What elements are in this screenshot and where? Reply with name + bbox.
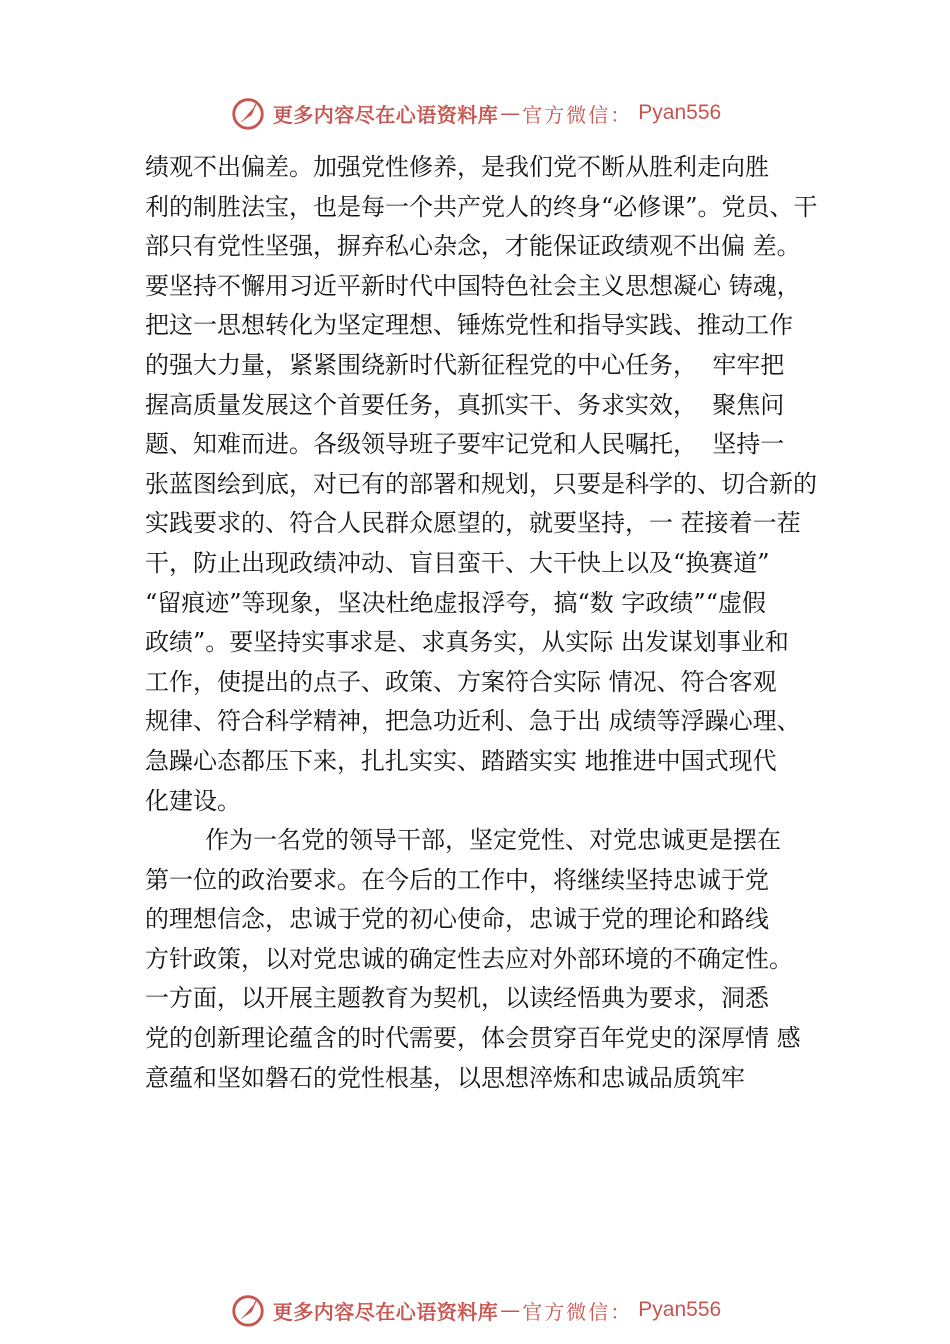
quill-logo-icon (229, 1291, 267, 1329)
paragraph-first-line: 作为一名党的领导干部，坚定党性、对党忠诚更是摆在 (205, 826, 781, 855)
watermark-dash: — (500, 101, 521, 125)
text-line: 部只有党性坚强，摒弃私心杂念，才能保证政绩观不出偏 差。 (145, 232, 801, 261)
text-line: 的理想信念，忠诚于党的初心使命，忠诚于党的理论和路线 (145, 905, 769, 934)
watermark-label: 官方微信： (522, 102, 633, 127)
text-line: “留痕迹”等现象，坚决杜绝虚报浮夸，搞“数 字政绩”“虚假 (145, 588, 766, 617)
text-line: 第一位的政治要求。在今后的工作中，将继续坚持忠诚于党 (145, 865, 769, 894)
text-line: 政绩”。要坚持实事求是、求真务实，从实际 出发谋划事业和 (145, 628, 789, 657)
text-line: 意蕴和坚如磐石的党性根基，以思想淬炼和忠诚品质筑牢 (145, 1063, 745, 1092)
text-line: 党的创新理论蕴含的时代需要，体会贯穿百年党史的深厚情 感 (145, 1024, 801, 1053)
text-line: 要坚持不懈用习近平新时代中国特色社会主义思想凝心 铸魂， (145, 271, 801, 300)
text-line: 一方面，以开展主题教育为契机，以读经悟典为要求，洞悉 (145, 984, 769, 1013)
text-line: 握高质量发展这个首要任务，真抓实干、务求实效， 聚焦问 (145, 390, 785, 419)
watermark-brand: 更多内容尽在心语资料库 (272, 1299, 499, 1324)
quill-logo-icon (229, 94, 267, 132)
text-line: 工作，使提出的点子、政策、方案符合实际 情况、符合客观 (145, 667, 777, 696)
watermark-dash: — (500, 1298, 521, 1322)
watermark-brand: 更多内容尽在心语资料库 (272, 102, 499, 127)
text-line: 把这一思想转化为坚定理想、锤炼党性和指导实践、推动工作 (145, 311, 793, 340)
text-line: 干，防止出现政绩冲动、盲目蛮干、大干快上以及“换赛道” (145, 548, 770, 577)
text-line: 的强大力量，紧紧围绕新时代新征程党的中心任务， 牢牢把 (145, 350, 785, 379)
text-line: 规律、符合科学精神，把急功近利、急于出 成绩等浮躁心理、 (145, 707, 801, 736)
text-line: 实践要求的、符合人民群众愿望的，就要坚持，一 茬接着一茬 (145, 509, 801, 538)
text-line: 化建设。 (145, 786, 241, 815)
text-line: 绩观不出偏差。加强党性修养，是我们党不断从胜利走向胜 (145, 153, 769, 181)
text-line: 利的制胜法宝，也是每一个共产党人的终身“必修课”。党员、干 (145, 192, 818, 221)
watermark-wechat-id: Pyan556 (638, 1298, 722, 1321)
text-line: 张蓝图绘到底，对已有的部署和规划，只要是科学的、切合新的 (145, 469, 817, 498)
text-line: 题、知难而进。各级领导班子要牢记党和人民嘱托， 坚持一 (145, 430, 785, 459)
watermark-label: 官方微信： (522, 1299, 633, 1324)
footer-watermark (0, 1290, 950, 1330)
watermark-wechat-id: Pyan556 (638, 101, 722, 124)
header-watermark (0, 93, 950, 133)
text-line: 方针政策，以对党忠诚的确定性去应对外部环境的不确定性。 (145, 944, 793, 973)
text-line: 急躁心态都压下来，扎扎实实、踏踏实实 地推进中国式现代 (145, 746, 777, 775)
document-body (145, 148, 845, 1098)
